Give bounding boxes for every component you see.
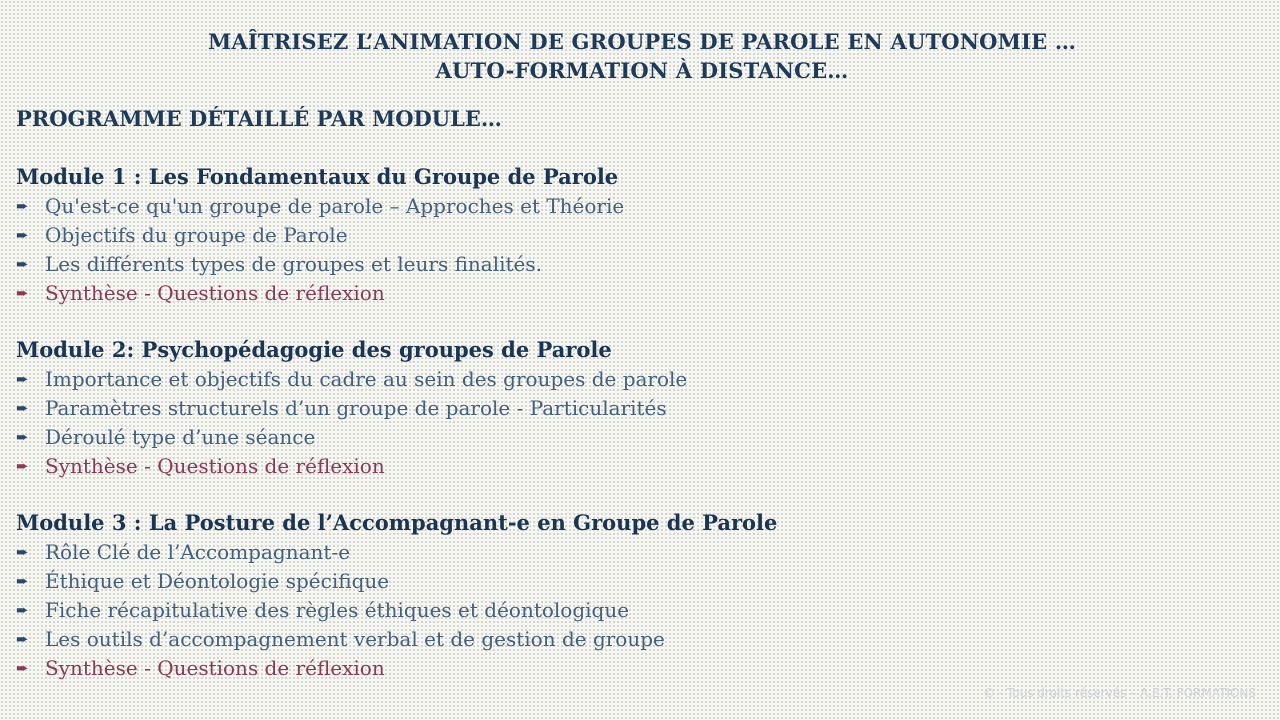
arrow-bullet-icon: ➨ [16, 369, 29, 388]
list-item [16, 364, 687, 393]
item-text: Synthèse - Questions de réflexion [45, 453, 385, 478]
module-items [16, 364, 687, 480]
synthesis-item [16, 451, 687, 480]
item-text: Paramètres structurels d’un groupe de parole - Particularités [45, 395, 667, 420]
arrow-bullet-icon: ➨ [16, 629, 29, 648]
list-item [16, 595, 777, 624]
module-3 [16, 508, 777, 682]
list-item [16, 393, 687, 422]
arrow-bullet-icon: ➨ [16, 571, 29, 590]
item-text: Rôle Clé de l’Accompagnant-e [45, 539, 351, 564]
item-text: Déroulé type d’une séance [45, 424, 316, 449]
module-title: Module 1 : Les Fondamentaux du Groupe de Parole [16, 164, 619, 189]
list-item [16, 624, 777, 653]
list-item [16, 220, 624, 249]
copyright-footer: © - Tous droits réservés – A.E.T. FORMATIONS [983, 686, 1256, 700]
module-2 [16, 335, 687, 480]
arrow-bullet-icon: ➨ [16, 283, 29, 302]
item-text: Synthèse - Questions de réflexion [45, 655, 385, 680]
synthesis-item [16, 653, 777, 682]
arrow-bullet-icon: ➨ [16, 398, 29, 417]
arrow-bullet-icon: ➨ [16, 225, 29, 244]
arrow-bullet-icon: ➨ [16, 196, 29, 215]
module-title: Module 3 : La Posture de l’Accompagnant-e en Groupe de Parole [16, 510, 778, 535]
item-text: Les différents types de groupes et leurs finalités. [45, 251, 543, 276]
section-heading: PROGRAMME DÉTAILLÉ PAR MODULE… [16, 106, 502, 131]
arrow-bullet-icon: ➨ [16, 658, 29, 677]
module-1 [16, 162, 624, 307]
slide-title [0, 27, 1280, 85]
item-text: Éthique et Déontologie spécifique [45, 568, 390, 593]
item-text: Importance et objectifs du cadre au sein des groupes de parole [45, 366, 688, 391]
item-text: Qu'est-ce qu'un groupe de parole – Approches et Théorie [45, 193, 625, 218]
item-text: Objectifs du groupe de Parole [45, 222, 348, 247]
synthesis-item [16, 278, 624, 307]
arrow-bullet-icon: ➨ [16, 254, 29, 273]
list-item [16, 191, 624, 220]
title-line-1: MAÎTRISEZ L’ANIMATION DE GROUPES DE PAROLE EN AUTONOMIE … [207, 29, 1077, 54]
module-items [16, 537, 777, 682]
list-item [16, 422, 687, 451]
item-text: Les outils d’accompagnement verbal et de gestion de groupe [45, 626, 665, 651]
list-item [16, 249, 624, 278]
arrow-bullet-icon: ➨ [16, 600, 29, 619]
list-item [16, 566, 777, 595]
title-line-2: AUTO-FORMATION À DISTANCE… [435, 58, 849, 83]
item-text: Fiche récapitulative des règles éthiques et déontologique [45, 597, 630, 622]
module-title: Module 2: Psychopédagogie des groupes de Parole [16, 337, 612, 362]
item-text: Synthèse - Questions de réflexion [45, 280, 385, 305]
module-items [16, 191, 624, 307]
list-item [16, 537, 777, 566]
arrow-bullet-icon: ➨ [16, 427, 29, 446]
arrow-bullet-icon: ➨ [16, 542, 29, 561]
arrow-bullet-icon: ➨ [16, 456, 29, 475]
